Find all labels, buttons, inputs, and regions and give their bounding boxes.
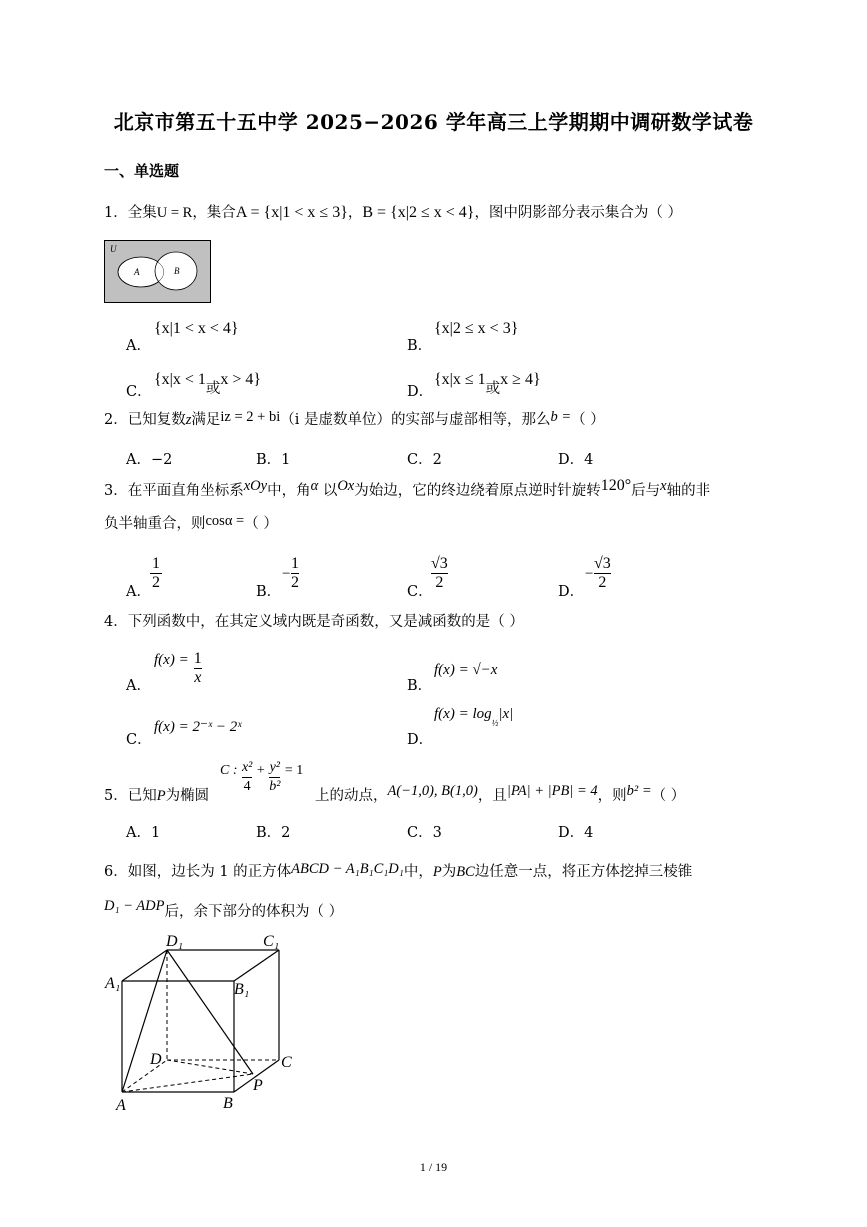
q4-option-a-fraction: [194, 650, 202, 687]
option-label: B．: [256, 584, 282, 600]
q2-option-d[interactable]: D．4: [558, 452, 594, 468]
q6-cube: ABCD − A₁B₁C₁D₁: [291, 861, 404, 877]
q5-text: 为椭圆: [165, 788, 210, 804]
fraction-numerator: 1: [152, 555, 160, 572]
option-label: D．: [407, 384, 434, 400]
section-heading: 一、单选题: [104, 162, 180, 180]
option-label: D．: [407, 732, 434, 748]
q2-text: 满足: [191, 412, 221, 428]
q1-set-a: A = {x|1 < x ≤ 3}: [235, 204, 348, 221]
q3-option-d-sign: −: [585, 566, 594, 582]
question-6-stem: [104, 862, 692, 882]
fraction-numerator: y²: [269, 760, 280, 775]
fraction-numerator: √3: [594, 555, 611, 572]
question-2-stem: [104, 410, 605, 430]
q3-option-b-sign: −: [282, 566, 291, 582]
q2-option-a[interactable]: A．−2: [126, 452, 173, 468]
q1-text: ，图中阴影部分表示集合为（ ）: [474, 205, 683, 221]
q3-option-a-fraction: [150, 555, 162, 592]
cube-figure: [100, 930, 310, 1115]
option-value-or: 或: [485, 381, 501, 397]
q5-points: A(−1,0), B(1,0): [387, 783, 478, 799]
q2-equation: iz = 2 + bi: [220, 409, 281, 425]
q1-option-b[interactable]: [407, 334, 432, 355]
q6-bc: BC: [456, 864, 475, 880]
option-value-part: x > 4}: [220, 371, 262, 388]
q2-option-b[interactable]: B．1: [256, 452, 291, 468]
q4-option-b[interactable]: [407, 674, 432, 695]
q1-option-c-value: [154, 368, 262, 397]
fraction-numerator: x²: [241, 760, 253, 775]
q6-pyramid: D₁ − ADP: [104, 898, 165, 914]
option-label: A．: [126, 584, 151, 600]
q4-option-a[interactable]: [126, 674, 151, 695]
q3-ox: Ox: [337, 478, 355, 494]
q4-option-d[interactable]: [407, 728, 433, 749]
fraction-denominator: 4: [243, 779, 251, 794]
q3-option-b-fraction: [291, 555, 299, 592]
q5-p: P: [156, 788, 166, 804]
plus-sign: +: [256, 762, 265, 778]
q3-text: 中，角: [267, 483, 311, 499]
q1-universal-set: U = R: [156, 205, 193, 221]
q4-option-c[interactable]: [126, 728, 152, 749]
fraction-denominator: 2: [594, 573, 611, 592]
venn-diagram: [104, 240, 212, 304]
q6-text: 边任意一点，将正方体挖掉三棱锥: [474, 864, 693, 880]
q3-option-a[interactable]: [126, 580, 151, 601]
option-value-part: x ≥ 4}: [500, 371, 541, 388]
label-d: D: [150, 1051, 162, 1068]
ellipse-x-term: [242, 759, 252, 796]
option-lhs: f(x) =: [154, 652, 189, 668]
fraction-denominator: 2: [152, 574, 160, 591]
fraction-numerator: 1: [193, 650, 202, 667]
label-a: A: [116, 1097, 126, 1114]
q5-text: 5．已知: [104, 788, 157, 804]
label-a1: A₁: [105, 975, 121, 992]
q1-text: ，集合: [192, 205, 236, 221]
fraction-denominator: b²: [269, 779, 281, 794]
q5-text: ，且: [477, 788, 507, 804]
q3-text: 后与: [631, 483, 661, 499]
q3-x: x: [660, 478, 667, 494]
fraction-numerator: √3: [431, 555, 448, 572]
question-6-stem-line2: [104, 898, 344, 922]
question-1-stem: [104, 203, 682, 223]
q2-var-z: z: [185, 412, 192, 428]
q6-p: P: [432, 864, 442, 880]
fraction-numerator: 1: [291, 555, 299, 572]
q5-text: 上的动点，: [315, 788, 388, 804]
fraction-denominator: 2: [431, 573, 448, 592]
q1-text: 1．全集: [104, 205, 157, 221]
q1-set-b: B = {x|2 ≤ x < 4}: [362, 204, 475, 221]
option-label: C．: [126, 384, 152, 400]
q3-option-c-fraction: [431, 555, 448, 592]
question-3-stem-line2: [104, 514, 278, 534]
fraction-denominator: 2: [291, 574, 299, 591]
option-label: B．: [407, 338, 433, 354]
q3-option-b[interactable]: [256, 580, 281, 601]
venn-u-label: U: [110, 244, 117, 254]
q3-text: 以: [322, 483, 338, 499]
q1-option-b-value: {x|2 ≤ x < 3}: [434, 320, 519, 337]
option-label: A．: [126, 678, 151, 694]
question-3-stem: [104, 477, 711, 501]
q3-xoy: xOy: [243, 478, 268, 494]
option-value-part: {x|x ≤ 1: [434, 371, 486, 388]
q2-b-eq: b =: [550, 409, 572, 425]
q1-option-c[interactable]: [126, 380, 152, 401]
log-argument: |x|: [498, 706, 514, 722]
q2-text: （i 是虚数单位）的实部与虚部相等，那么: [280, 412, 551, 428]
label-c: C: [281, 1054, 292, 1071]
label-p: P: [253, 1077, 263, 1094]
q5-option-a[interactable]: A．1: [126, 825, 161, 841]
label-b: B: [223, 1095, 233, 1112]
q3-text: 负半轴重合，则: [104, 516, 206, 532]
q6-text: 后，余下部分的体积为（ ）: [164, 904, 344, 920]
q3-text: 轴的非: [666, 483, 711, 499]
q3-option-c[interactable]: [407, 580, 433, 601]
q1-text: ，: [347, 205, 363, 221]
q4-option-a-value: [154, 650, 202, 687]
ellipse-lhs: C :: [220, 762, 238, 778]
q1-option-a-value: {x|1 < x < 4}: [154, 320, 239, 337]
q4-option-b-value: f(x) = √−x: [434, 662, 498, 678]
q2-text: （ ）: [571, 412, 605, 428]
q1-option-d-value: [434, 368, 541, 397]
label-d1: D₁: [166, 933, 184, 950]
q5-option-c[interactable]: C．3: [407, 825, 442, 841]
option-value-part: {x|x < 1: [154, 371, 206, 388]
option-label: B．: [407, 678, 433, 694]
ellipse-y-term: [269, 759, 280, 796]
option-label: C．: [126, 732, 152, 748]
q3-option-d-fraction: [594, 555, 611, 592]
q2-option-c[interactable]: C．2: [407, 452, 442, 468]
q4-option-c-value: f(x) = 2⁻ˣ − 2ˣ: [154, 719, 242, 735]
label-b1: B₁: [234, 981, 250, 998]
equals-one: = 1: [284, 762, 304, 778]
q5-ellipse-equation: [220, 759, 303, 796]
question-5-stem: [104, 786, 209, 806]
option-label: A．: [126, 338, 151, 354]
question-4-stem: 4．下列函数中，在其定义域内既是奇函数，又是减函数的是（ ）: [104, 614, 524, 630]
q5-text: （ ）: [651, 788, 686, 804]
q4-option-d-value: [434, 706, 514, 728]
q6-text: 6．如图，边长为 1 的正方体: [104, 864, 292, 880]
q3-cos: cosα =: [205, 513, 245, 529]
log-expression: f(x) = log: [434, 706, 492, 722]
page-number: 1 / 19: [419, 1160, 448, 1174]
option-label: C．: [407, 584, 433, 600]
venn-a-label: A: [134, 267, 140, 277]
q5-condition: |PA| + |PB| = 4: [506, 783, 598, 799]
q5-option-d[interactable]: D．4: [558, 825, 594, 841]
option-value-or: 或: [205, 381, 221, 397]
q3-degree: 120°: [600, 477, 632, 494]
venn-b-label: B: [174, 266, 180, 276]
q1-option-d[interactable]: [407, 380, 433, 401]
q1-option-a[interactable]: [126, 334, 151, 355]
question-5-stem-rest: [315, 783, 686, 806]
q3-text: 为始边，它的终边绕着原点逆时针旋转: [354, 483, 601, 499]
q3-option-d[interactable]: [558, 580, 584, 601]
q3-alpha: α: [310, 478, 319, 494]
q6-text: 为: [441, 864, 457, 880]
option-label: D．: [558, 584, 585, 600]
label-c1: C₁: [263, 933, 280, 950]
q3-text: 3．在平面直角坐标系: [104, 483, 244, 499]
fraction-denominator: x: [194, 669, 202, 686]
page-title: 北京市第五十五中学 2025−2026 学年高三上学期期中调研数学试卷: [113, 110, 754, 134]
q5-option-b[interactable]: B．2: [256, 825, 291, 841]
log-base: ½: [491, 718, 499, 728]
q2-text: 2．已知复数: [104, 412, 186, 428]
q6-text: 中，: [403, 864, 433, 880]
q3-text: （ ）: [244, 516, 278, 532]
q5-text: ，则: [597, 788, 627, 804]
q5-b2: b² =: [626, 783, 652, 799]
